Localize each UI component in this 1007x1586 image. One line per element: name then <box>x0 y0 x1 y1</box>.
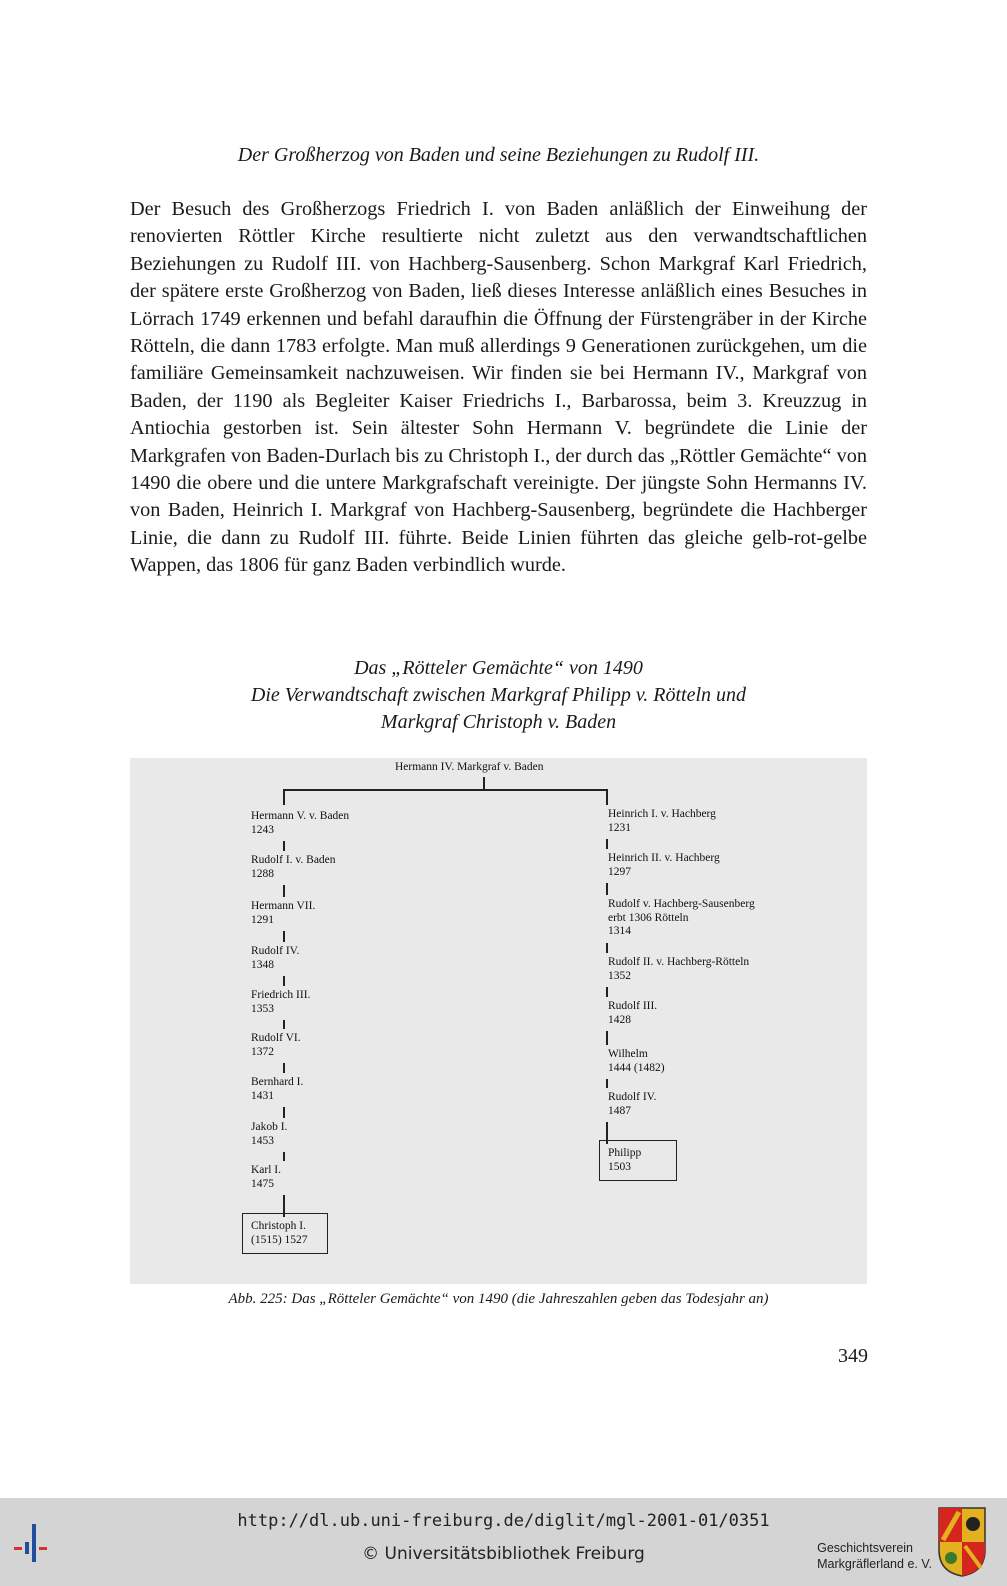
connector <box>283 1107 285 1118</box>
connector <box>283 789 285 805</box>
left-node-line: 1288 <box>251 867 274 880</box>
connector <box>283 841 285 851</box>
connector <box>283 1020 285 1029</box>
left-node-line: 1372 <box>251 1045 274 1058</box>
left-node-line: Rudolf I. v. Baden <box>251 854 336 866</box>
section-heading: Der Großherzog von Baden und seine Beziehungen zu Rudolf III. <box>237 144 760 166</box>
body-paragraph: Der Besuch des Großherzogs Friedrich I. von Baden anläßlich der Einweihung der renovierten Röttler Kirche resultierte nicht zuletzt aus den verwandtschaftlichen Beziehungen zu Rudolf III. von Hachberg-Sausenberg. Schon Markgraf Karl Friedrich, der spätere erste Großherzog von Baden, ließ dieses Interesse anläßlich eines Besuches in Lörrach 1749 erkennen und befahl daraufhin die Öffnung der Fürstengräber in der Kirche Rötteln, die dann 1783 erfolgte. Man muß allerdings 9 Generationen zurückgehen, um die familiäre Gemeinsamkeit nachzuweisen. Wir finden sie bei Hermann IV., Markgraf von Baden, der 1190 als Begleiter Kaiser Friedrichs I., Barbarossa, beim 3. Kreuzzug in Antiochia gestorben ist. Sein ältester Sohn Hermann V. begründete die Linie der Markgrafen von Baden-Durlach bis zu Christoph I., der durch das „Röttler Gemächte“ von 1490 die obere und die untere Markgrafschaft vereinigte. Der jüngste Sohn Hermanns IV. von Baden, Heinrich I. Markgraf von Hachberg-Sausenberg, begründete die Hachberger Linie, die dann zu Rudolf III. führte. Beide Linien führten das gleiche gelb-rot-gelbe Wappen, das 1806 für ganz Baden verbindlich wurde. <box>130 198 867 577</box>
right-node-line: 1231 <box>608 821 631 834</box>
right-node-line: Heinrich II. v. Hachberg <box>608 852 720 864</box>
connector <box>606 883 608 895</box>
page-number: 349 <box>838 1345 868 1367</box>
left-node-line: Rudolf IV. <box>251 945 300 957</box>
connector <box>283 789 607 791</box>
connector <box>606 943 608 954</box>
left-node-line: (1515) 1527 <box>251 1233 308 1246</box>
left-node-line: Hermann VII. <box>251 900 316 912</box>
left-node-line: 1431 <box>251 1089 274 1102</box>
right-node-line: 1297 <box>608 865 631 878</box>
tree-root: Hermann IV. Markgraf v. Baden <box>395 761 544 773</box>
left-node-line: Friedrich III. <box>251 989 311 1001</box>
connector <box>606 1031 608 1045</box>
connector <box>606 1079 608 1088</box>
left-end-box <box>242 1213 328 1254</box>
right-node <box>608 898 755 939</box>
left-node <box>251 1032 301 1059</box>
right-node-line: erbt 1306 Rötteln <box>608 911 689 924</box>
connector <box>283 1152 285 1161</box>
right-node-line: Rudolf III. <box>608 1000 658 1012</box>
connector <box>283 1063 285 1073</box>
left-node-line: 1453 <box>251 1134 274 1147</box>
connector <box>606 839 608 849</box>
connector <box>606 789 608 805</box>
left-node <box>251 900 315 927</box>
figure-caption: Abb. 225: Das „Rötteler Gemächte“ von 1490 (die Jahreszahlen geben das Todesjahr an) <box>228 1291 769 1307</box>
left-node-line: Jakob I. <box>251 1121 288 1133</box>
connector <box>606 987 608 997</box>
right-node-line: 1503 <box>608 1160 631 1173</box>
right-end-box <box>599 1140 677 1181</box>
left-node-line: 1243 <box>251 823 274 836</box>
left-node-line: Karl I. <box>251 1164 282 1176</box>
right-node-line: Rudolf II. v. Hachberg-Rötteln <box>608 956 750 968</box>
right-node <box>608 1091 656 1118</box>
left-node <box>251 1164 281 1191</box>
right-node-line: 1487 <box>608 1104 631 1117</box>
right-node <box>608 1000 657 1027</box>
right-node-line: 1314 <box>608 925 631 937</box>
right-node-line: 1352 <box>608 969 631 982</box>
connector <box>283 885 285 897</box>
left-node-line: Bernhard I. <box>251 1076 304 1088</box>
footer-bar <box>0 1498 1007 1586</box>
footer-copyright: © Universitätsbibliothek Freiburg <box>362 1544 645 1564</box>
right-node-line: Heinrich I. v. Hachberg <box>608 808 716 820</box>
right-node <box>608 956 749 983</box>
left-node-line: 1291 <box>251 913 274 926</box>
left-node <box>251 854 336 881</box>
right-node-line: 1428 <box>608 1013 631 1026</box>
society-name <box>817 1540 932 1572</box>
right-node <box>608 1048 665 1075</box>
left-node <box>251 1076 303 1103</box>
connector <box>283 976 285 986</box>
left-node <box>251 810 349 837</box>
right-node <box>608 852 720 879</box>
connector <box>283 931 285 942</box>
figure-title-line-1: Das „Rötteler Gemächte“ von 1490 <box>354 657 643 679</box>
left-node <box>251 1121 287 1148</box>
left-node-line: 1348 <box>251 958 274 971</box>
figure-title-line-2: Die Verwandtschaft zwischen Markgraf Philipp v. Rötteln und <box>250 684 747 706</box>
figure-title <box>130 655 867 736</box>
society-line-1: Geschichtsverein <box>817 1541 913 1555</box>
right-node-line: Rudolf IV. <box>608 1091 657 1103</box>
left-node-line: 1475 <box>251 1177 274 1190</box>
family-tree-figure <box>130 758 867 1284</box>
left-node-line: Hermann V. v. Baden <box>251 810 350 822</box>
society-line-2: Markgräflerland e. V. <box>817 1557 932 1571</box>
left-node <box>251 945 299 972</box>
footer-url[interactable]: http://dl.ub.uni-freiburg.de/diglit/mgl-2001-01/0351 <box>237 1511 770 1531</box>
right-node-line: Philipp <box>608 1147 642 1159</box>
left-node <box>251 989 310 1016</box>
right-node-line: 1444 (1482) <box>608 1061 665 1074</box>
left-node-line: Christoph I. <box>251 1220 306 1232</box>
right-node <box>608 808 716 835</box>
left-node-line: 1353 <box>251 1002 274 1015</box>
left-node-line: Rudolf VI. <box>251 1032 301 1044</box>
figure-title-line-3: Markgraf Christoph v. Baden <box>380 711 617 733</box>
coat-of-arms-icon <box>937 1506 987 1578</box>
right-node-line: Wilhelm <box>608 1048 648 1060</box>
right-node-line: Rudolf v. Hachberg-Sausenberg <box>608 898 755 910</box>
